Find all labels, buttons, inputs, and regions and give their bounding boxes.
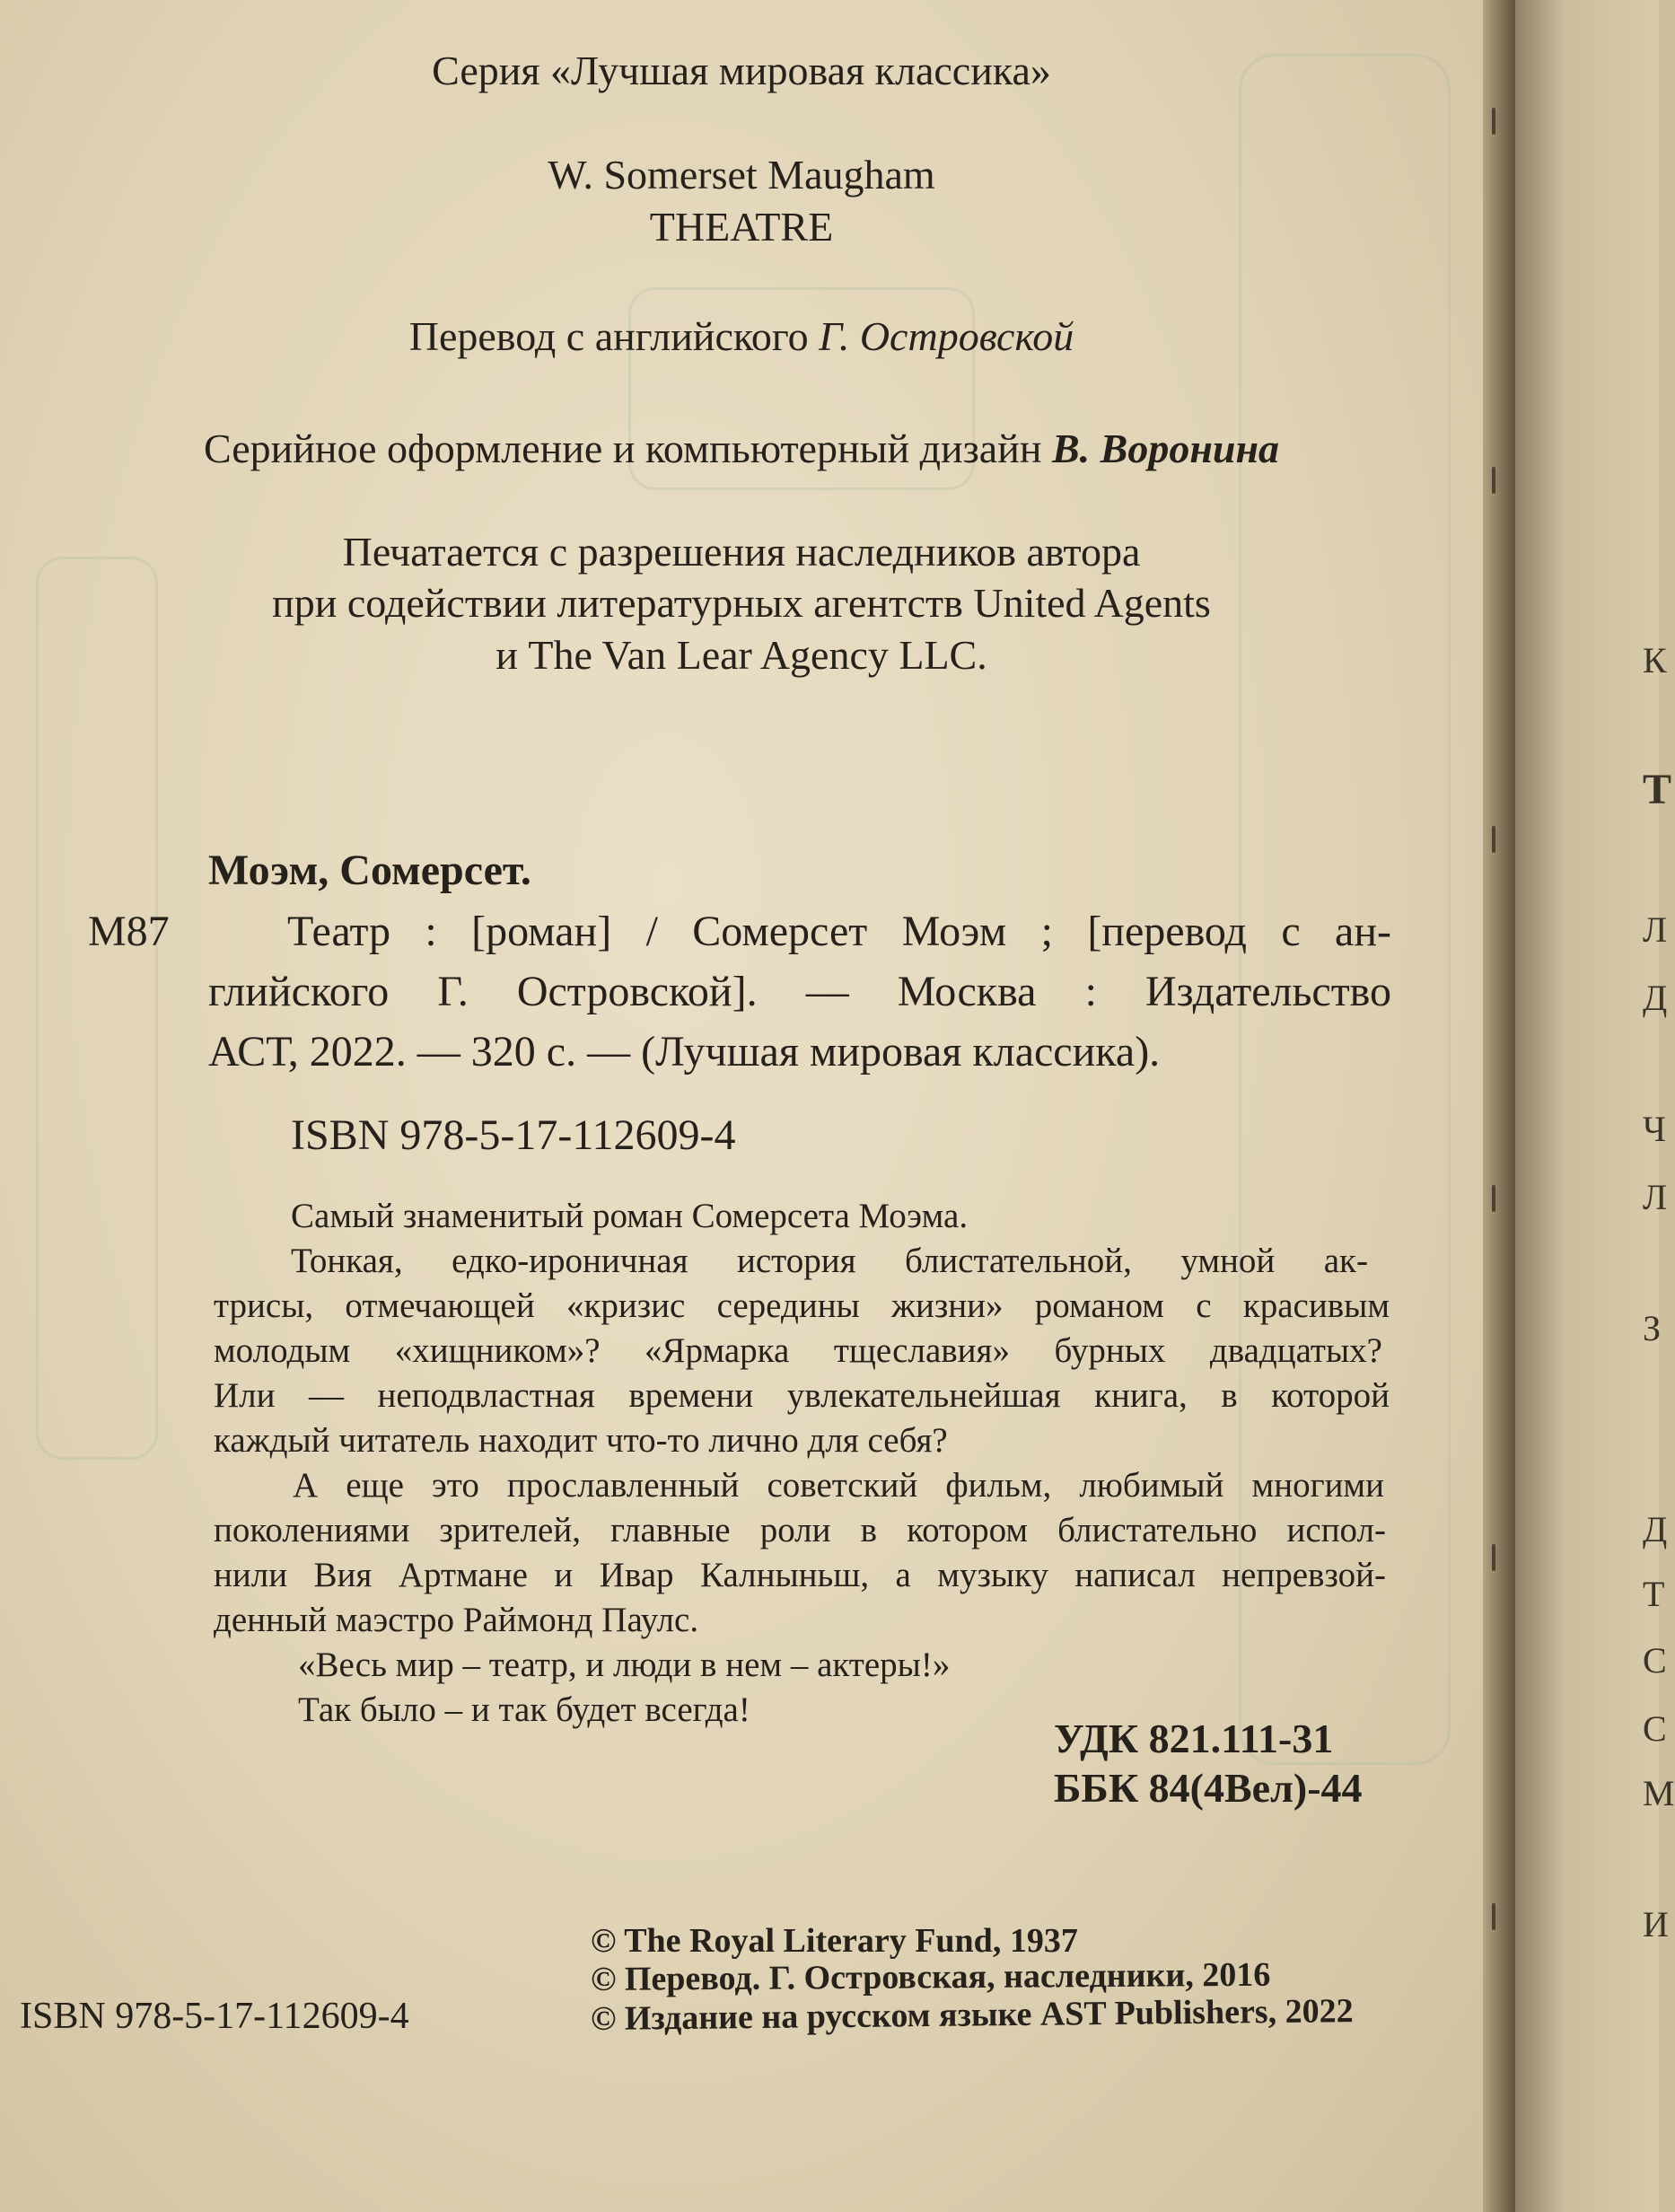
- right-page-letter: Т: [1643, 1574, 1665, 1614]
- copyright-line-2: © Перевод. Г. Островская, наследники, 2016: [590, 1955, 1271, 1998]
- annotation-p2-line-4: Или — неподвластная времени увлекательнейшая книга, в которой: [214, 1376, 1390, 1415]
- binding-stitch: [1492, 1903, 1495, 1930]
- right-page-letter: С: [1643, 1640, 1667, 1681]
- footer-isbn: ISBN 978-5-17-112609-4: [20, 1996, 409, 2037]
- right-page-letter: Т: [1643, 766, 1672, 813]
- catalog-bib-line-2: глийского Г. Островской]. — Москва : Издательство: [208, 968, 1391, 1015]
- permission-line-2: при содействии литературных агентств United Agents: [272, 580, 1211, 626]
- annotation-closing: Так было – и так будет всегда!: [298, 1690, 750, 1729]
- permission-line-1: Печатается с разрешения наследников автора: [342, 529, 1141, 575]
- annotation-p2-line-3: молодым «хищником»? «Ярмарка тщеславия» бурных двадцатых?: [214, 1331, 1382, 1370]
- catalog-isbn: ISBN 978-5-17-112609-4: [291, 1111, 736, 1159]
- catalog-author-heading: Моэм, Сомерсет.: [208, 847, 531, 894]
- right-page-edge: [1515, 0, 1662, 2212]
- right-page-letter: К: [1643, 640, 1667, 680]
- binding-stitch: [1492, 108, 1495, 135]
- right-page-letter: Д: [1643, 978, 1668, 1018]
- annotation-p1: Самый знаменитый роман Сомерсета Моэма.: [291, 1197, 969, 1235]
- designer-name: В. Воронина: [1051, 426, 1279, 471]
- annotation-p3-line-1: А еще это прославленный советский фильм, любимый многими: [293, 1466, 1384, 1505]
- catalog-code: М87: [88, 908, 170, 955]
- annotation-p3-line-4: денный маэстро Раймонд Паулс.: [214, 1601, 699, 1639]
- udk-code: УДК 821.111-31: [1054, 1716, 1334, 1761]
- catalog-bib-line-1: Театр : [роман] / Сомерсет Моэм ; [перевод с ан-: [287, 908, 1391, 955]
- background-ornament-left: [36, 557, 158, 1460]
- binding-stitch: [1492, 1544, 1495, 1571]
- right-page-letter: С: [1643, 1708, 1667, 1749]
- right-page-letter: И: [1643, 1904, 1669, 1944]
- right-page-letter: Ч: [1643, 1109, 1666, 1149]
- copyright-line-1: © The Royal Literary Fund, 1937: [591, 1922, 1078, 1960]
- binding-stitch: [1492, 467, 1495, 494]
- binding-stitch: [1492, 1185, 1495, 1212]
- designer-line: [0, 425, 1483, 472]
- original-author: W. Somerset Maugham: [548, 152, 935, 198]
- catalog-bib-line-3: АСТ, 2022. — 320 с. — (Лучшая мировая классика).: [208, 1028, 1161, 1075]
- annotation-quote: «Весь мир – театр, и люди в нем – актеры!»: [298, 1646, 951, 1684]
- translator-line: [0, 312, 1483, 360]
- designer-prefix: Серийное оформление и компьютерный дизайн: [204, 426, 1042, 471]
- annotation-p2-line-5: каждый читатель находит что-то лично для себя?: [214, 1421, 948, 1460]
- right-page-letter: Л: [1643, 909, 1668, 950]
- annotation-p3-line-2: поколениями зрителей, главные роли в котором блистательно испол-: [214, 1511, 1386, 1549]
- translator-name: Г. Островской: [819, 313, 1074, 359]
- copyright-line-3: © Издание на русском языке AST Publishers, 2022: [590, 1992, 1354, 2038]
- right-page-letter: М: [1643, 1773, 1675, 1813]
- annotation-p2-line-1: Тонкая, едко-ироничная история блистательной, умной ак-: [291, 1242, 1368, 1280]
- bbk-code: ББК 84(4Вел)-44: [1054, 1765, 1363, 1811]
- translator-prefix: Перевод с английского: [408, 313, 809, 359]
- right-page-letter: Л: [1643, 1177, 1668, 1217]
- permission-line-3: и The Van Lear Agency LLC.: [495, 632, 987, 678]
- book-gutter: [1483, 0, 1515, 2212]
- right-page-letter: З: [1643, 1308, 1662, 1348]
- series-line: Серия «Лучшая мировая классика»: [432, 48, 1051, 93]
- annotation-p3-line-3: нили Вия Артмане и Ивар Калныньш, а музыку написал непревзой-: [214, 1556, 1386, 1594]
- original-title: THEATRE: [649, 204, 834, 250]
- binding-stitch: [1492, 826, 1495, 853]
- annotation-p2-line-2: трисы, отмечающей «кризис середины жизни» романом с красивым: [214, 1286, 1390, 1325]
- right-page-letter: Д: [1643, 1509, 1668, 1549]
